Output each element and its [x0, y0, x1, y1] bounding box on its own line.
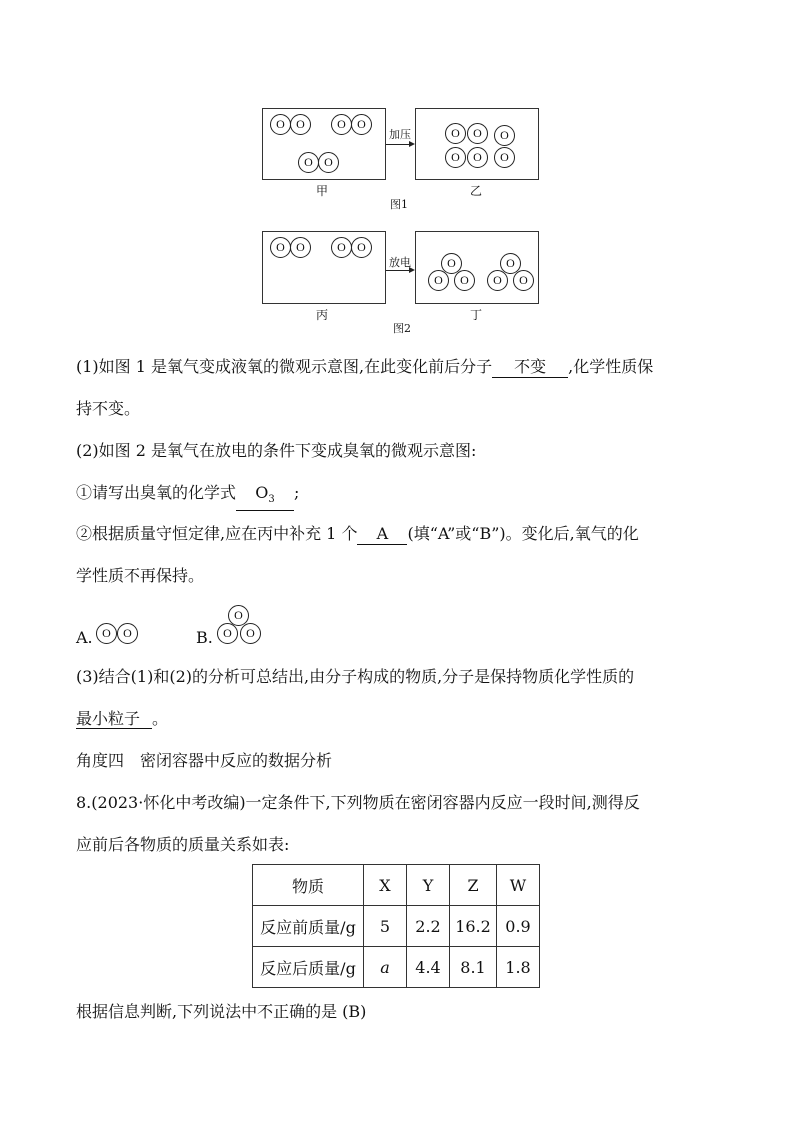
table-cell: 0.9: [497, 906, 540, 947]
atom-circle: O: [331, 114, 352, 135]
table-cell: 反应前质量/g: [253, 906, 364, 947]
atom-circle: O: [428, 270, 449, 291]
q2-sub1-suffix: ;: [294, 483, 300, 502]
table-cell: 2.2: [407, 906, 450, 947]
atom-circle: O: [217, 623, 238, 644]
table-cell: 反应后质量/g: [253, 947, 364, 988]
table-header-cell: Y: [407, 865, 450, 906]
q3-line2: [76, 708, 168, 730]
atom-circle: O: [467, 123, 488, 144]
table-header-cell: X: [364, 865, 407, 906]
atom-circle: O: [270, 237, 291, 258]
figure1-label-right: 乙: [470, 184, 483, 198]
figure2-arrow: [386, 270, 410, 271]
table-cell: 8.1: [450, 947, 497, 988]
q1-line1: [76, 356, 653, 378]
formula-base: O: [255, 483, 269, 502]
q8-line2: 应前后各物质的质量关系如表:: [76, 835, 290, 854]
q1-suffix: ,化学性质保: [568, 357, 654, 376]
atom-circle: O: [454, 270, 475, 291]
q8-line1: 8.(2023·怀化中考改编)一定条件下,下列物质在密闭容器内反应一段时间,测得反: [76, 793, 640, 812]
q8-stem: 根据信息判断,下列说法中不正确的是 (B): [76, 1002, 367, 1021]
section-title: 角度四 密闭容器中反应的数据分析: [76, 751, 333, 770]
figure2-box-right: [415, 231, 539, 304]
mass-data-table: [252, 864, 540, 988]
table-row: [253, 947, 540, 988]
atom-circle: O: [298, 152, 319, 173]
atom-circle: O: [487, 270, 508, 291]
atom-circle: O: [331, 237, 352, 258]
q2-sub2-line2: 学性质不再保持。: [76, 566, 205, 585]
atom-circle: O: [351, 114, 372, 135]
q1-answer: 不变: [492, 357, 568, 378]
atom-circle: O: [228, 605, 249, 626]
atom-circle: O: [318, 152, 339, 173]
atom-circle: O: [96, 623, 117, 644]
table-row: [253, 906, 540, 947]
q2-sub2-suffix: (填“A”或“B”)。变化后,氧气的化: [407, 524, 639, 543]
atom-circle: O: [270, 114, 291, 135]
figure1-label-left: 甲: [316, 184, 329, 198]
q2-sub2: [76, 523, 639, 545]
figure1-box-left: [262, 108, 386, 180]
table-cell: 5: [364, 906, 407, 947]
table-cell: a: [364, 947, 407, 988]
atom-circle: O: [290, 114, 311, 135]
formula-subscript: 3: [268, 494, 275, 506]
atom-circle: O: [441, 253, 462, 274]
atom-circle: O: [240, 623, 261, 644]
figure2-label-right: 丁: [470, 308, 483, 322]
figure1-arrow: [386, 144, 410, 145]
q2-sub1: [76, 482, 299, 511]
q2-sub2-prefix: ②根据质量守恒定律,应在丙中补充 1 个: [76, 524, 358, 543]
atom-circle: O: [494, 125, 515, 146]
q2-intro: (2)如图 2 是氧气在放电的条件下变成臭氧的微观示意图:: [76, 441, 477, 460]
table-cell: 4.4: [407, 947, 450, 988]
figure2-caption: 图2: [393, 322, 411, 335]
figure2-box-left: [262, 231, 386, 304]
q1-line2: 持不变。: [76, 399, 141, 418]
figure1-box-right: [415, 108, 539, 180]
atom-circle: O: [351, 237, 372, 258]
option-a-label: A.: [76, 628, 93, 647]
q3-line1: (3)结合(1)和(2)的分析可总结出,由分子构成的物质,分子是保持物质化学性质的: [76, 667, 635, 686]
atom-circle: O: [513, 270, 534, 291]
q3-suffix: 。: [152, 709, 169, 728]
table-header-row: [253, 865, 540, 906]
figure2-label-left: 丙: [316, 308, 329, 322]
table-header-cell: W: [497, 865, 540, 906]
figure2-arrow-label: 放电: [389, 256, 411, 269]
atom-circle: O: [467, 147, 488, 168]
atom-circle: O: [445, 147, 466, 168]
q2-sub1-answer: [236, 483, 294, 511]
table-cell: 1.8: [497, 947, 540, 988]
atom-circle: O: [494, 147, 515, 168]
q3-answer: 最小粒子: [76, 709, 152, 729]
table-header-cell: 物质: [253, 865, 364, 906]
figure1-arrow-label: 加压: [389, 128, 411, 141]
q2-sub1-prefix: ①请写出臭氧的化学式: [76, 483, 237, 502]
option-b-label: B.: [196, 628, 213, 647]
table-header-cell: Z: [450, 865, 497, 906]
q2-sub2-answer: A: [357, 524, 407, 545]
table-cell: 16.2: [450, 906, 497, 947]
figure1-caption: 图1: [390, 198, 408, 211]
atom-circle: O: [290, 237, 311, 258]
atom-circle: O: [445, 123, 466, 144]
atom-circle: O: [117, 623, 138, 644]
q1-prefix: (1)如图 1 是氧气变成液氧的微观示意图,在此变化前后分子: [76, 357, 493, 376]
atom-circle: O: [500, 253, 521, 274]
